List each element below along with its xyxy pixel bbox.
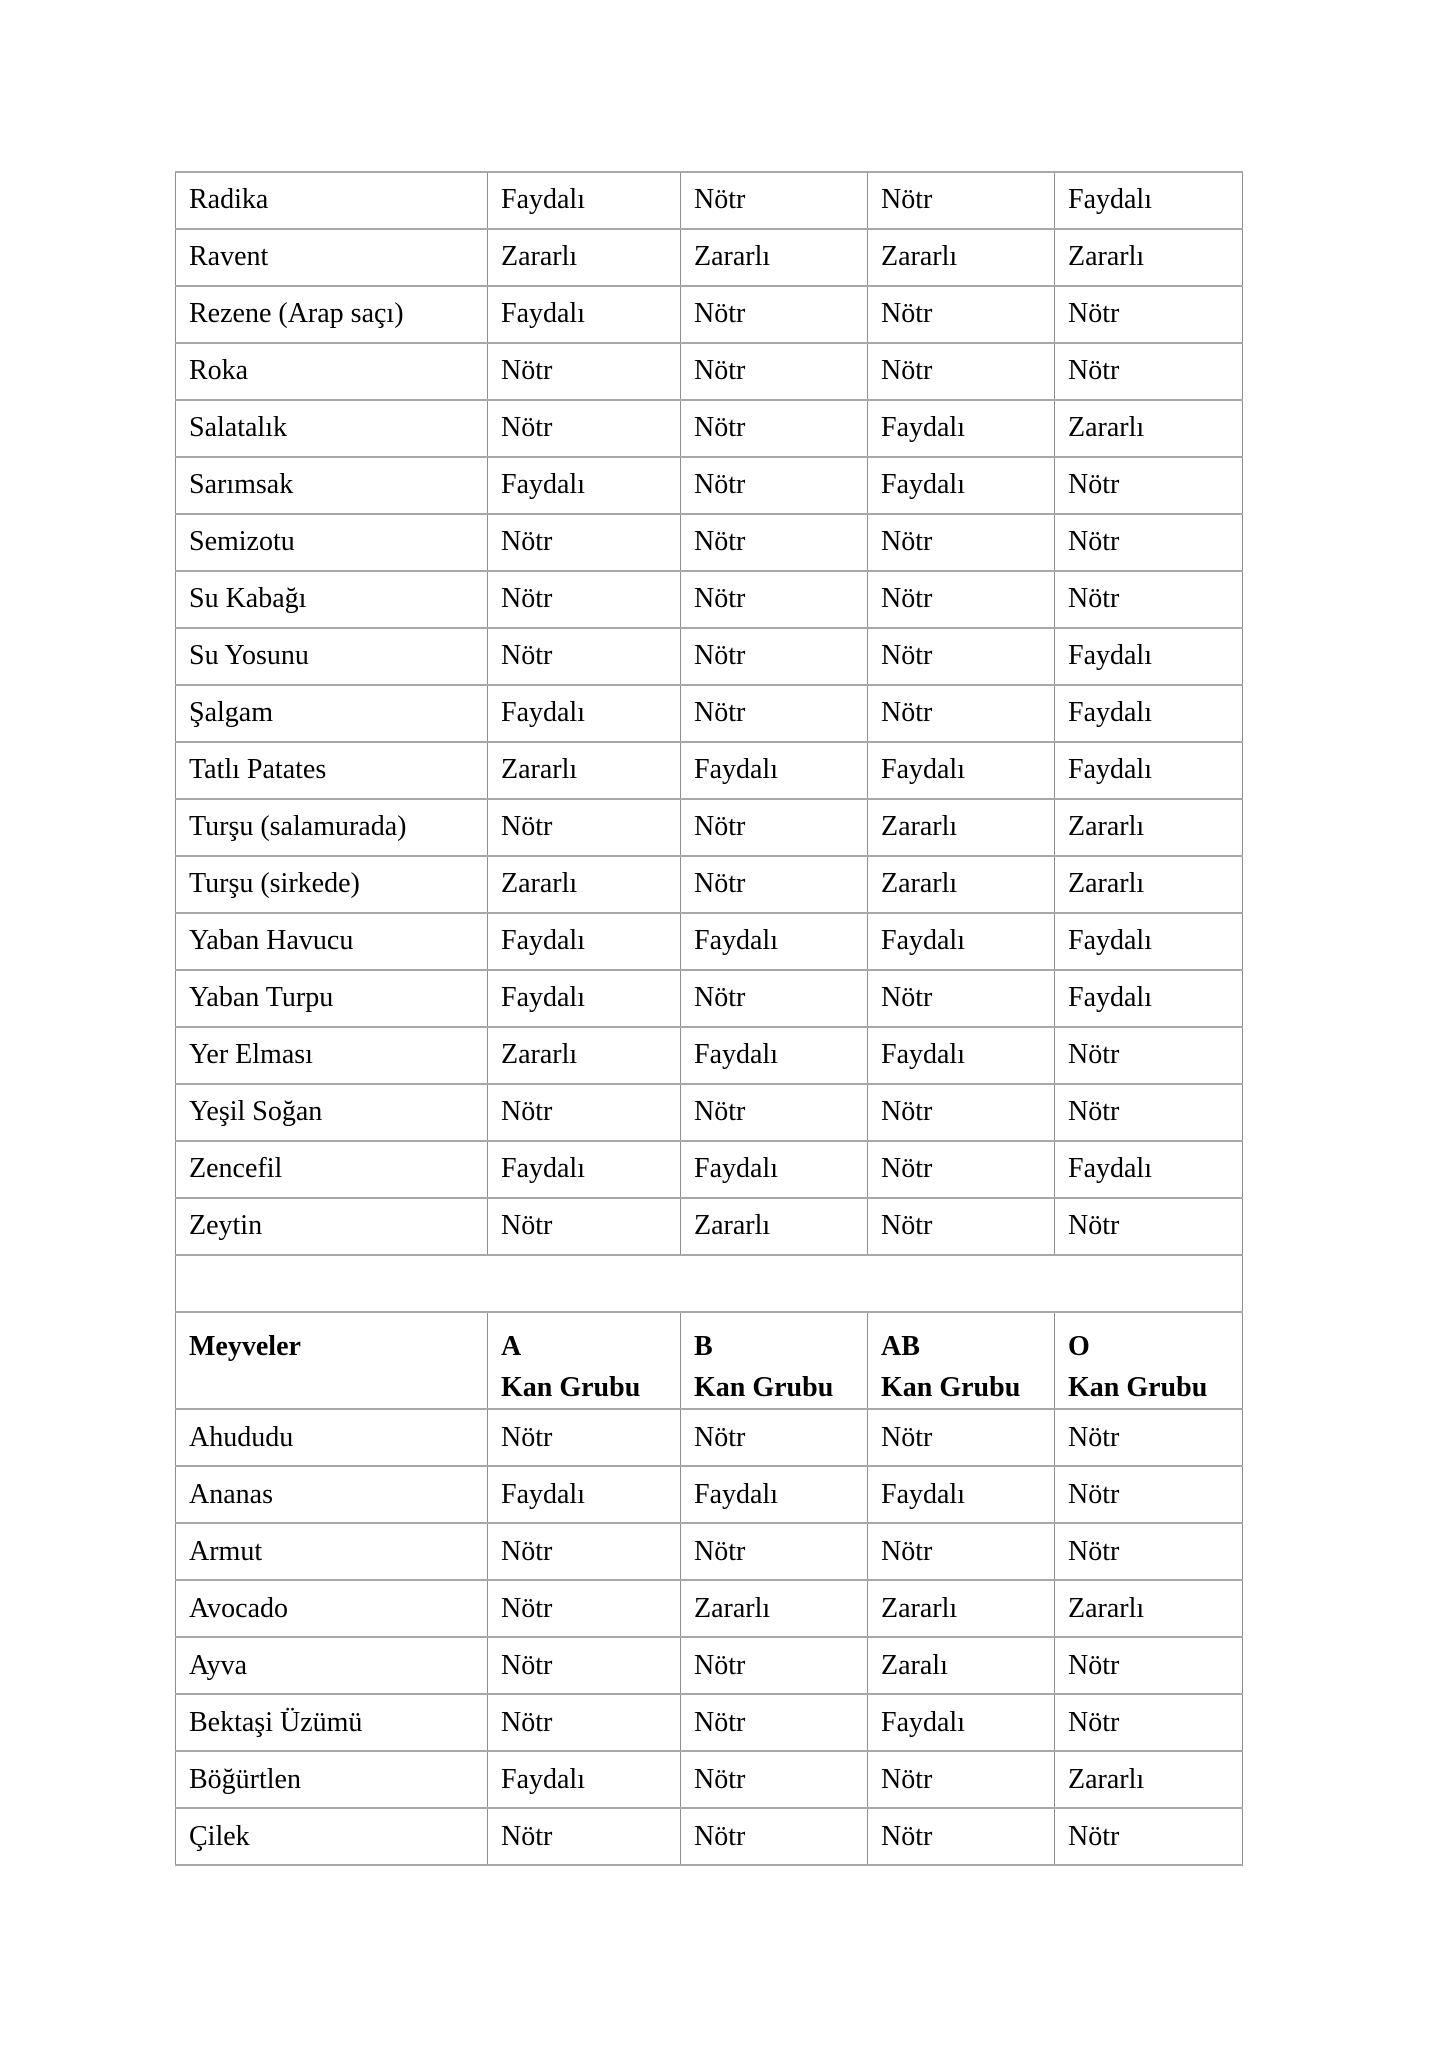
food-name-cell: Rezene (Arap saçı) (176, 286, 488, 343)
food-name-cell: Sarımsak (176, 457, 488, 514)
blood-group-value-cell: Nötr (681, 514, 868, 571)
blood-group-value-cell: Nötr (488, 571, 681, 628)
header-line: AB (881, 1331, 920, 1362)
table-row (176, 1466, 1243, 1523)
spacer-cell (176, 1255, 1243, 1312)
blood-group-value-cell: Nötr (1055, 1027, 1243, 1084)
table-row (176, 685, 1243, 742)
food-name-cell: Turşu (salamurada) (176, 799, 488, 856)
blood-group-value-cell: Nötr (868, 1198, 1055, 1255)
food-name-cell: Semizotu (176, 514, 488, 571)
blood-group-value-cell: Nötr (868, 286, 1055, 343)
blood-group-value-cell: Nötr (868, 514, 1055, 571)
food-name-cell: Böğürtlen (176, 1751, 488, 1808)
food-name-cell: Radika (176, 172, 488, 229)
food-name-cell: Roka (176, 343, 488, 400)
blood-group-value-cell: Faydalı (488, 1466, 681, 1523)
blood-group-value-cell: Nötr (868, 343, 1055, 400)
blood-group-value-cell: Faydalı (1055, 742, 1243, 799)
blood-group-value-cell: Faydalı (488, 286, 681, 343)
table-row (176, 1198, 1243, 1255)
header-line: A (501, 1331, 522, 1362)
blood-group-value-cell: Faydalı (1055, 685, 1243, 742)
food-name-cell: Çilek (176, 1808, 488, 1865)
blood-group-value-cell: Zararlı (488, 229, 681, 286)
table-row (176, 799, 1243, 856)
blood-group-value-cell: Nötr (681, 1523, 868, 1580)
food-name-cell: Tatlı Patates (176, 742, 488, 799)
blood-group-value-cell: Zararlı (1055, 799, 1243, 856)
header-line: Kan Grubu (501, 1371, 641, 1403)
food-name-cell: Ravent (176, 229, 488, 286)
blood-group-value-cell: Nötr (1055, 514, 1243, 571)
blood-group-value-cell: Faydalı (488, 1751, 681, 1808)
table-row (176, 400, 1243, 457)
header-line: Kan Grubu (1068, 1371, 1208, 1403)
blood-group-column-header-cell (681, 1312, 868, 1409)
blood-group-value-cell: Zararlı (1055, 400, 1243, 457)
blood-group-value-cell: Nötr (488, 1694, 681, 1751)
table-row (176, 286, 1243, 343)
blood-group-value-cell: Faydalı (868, 742, 1055, 799)
blood-group-value-cell: Faydalı (1055, 172, 1243, 229)
blood-group-value-cell: Nötr (1055, 286, 1243, 343)
blood-group-value-cell: Nötr (681, 970, 868, 1027)
blood-group-value-cell: Nötr (681, 400, 868, 457)
food-name-cell: Yaban Turpu (176, 970, 488, 1027)
blood-group-value-cell: Nötr (1055, 1523, 1243, 1580)
food-name-cell: Yaban Havucu (176, 913, 488, 970)
blood-group-value-cell: Faydalı (681, 913, 868, 970)
spacer-row (176, 1255, 1243, 1312)
blood-type-food-table (175, 171, 1243, 1866)
blood-group-value-cell: Faydalı (488, 685, 681, 742)
table-row (176, 571, 1243, 628)
food-name-cell: Salatalık (176, 400, 488, 457)
table-row (176, 1637, 1243, 1694)
blood-group-value-cell: Faydalı (868, 400, 1055, 457)
table-row (176, 229, 1243, 286)
blood-group-value-cell: Nötr (868, 1523, 1055, 1580)
food-name-cell: Turşu (sirkede) (176, 856, 488, 913)
blood-group-value-cell: Nötr (681, 1694, 868, 1751)
table-row (176, 628, 1243, 685)
blood-group-value-cell: Nötr (681, 286, 868, 343)
blood-group-value-cell: Faydalı (488, 457, 681, 514)
blood-group-value-cell: Zararlı (1055, 1580, 1243, 1637)
blood-group-value-cell: Nötr (868, 1751, 1055, 1808)
table-row (176, 856, 1243, 913)
table-row (176, 742, 1243, 799)
table-row (176, 1580, 1243, 1637)
food-name-cell: Armut (176, 1523, 488, 1580)
blood-group-value-cell: Faydalı (868, 913, 1055, 970)
blood-group-value-cell: Zararlı (1055, 229, 1243, 286)
blood-group-value-cell: Faydalı (488, 172, 681, 229)
table-row (176, 1808, 1243, 1865)
blood-group-value-cell: Nötr (868, 628, 1055, 685)
blood-group-value-cell: Faydalı (1055, 1141, 1243, 1198)
blood-group-value-cell: Nötr (868, 1084, 1055, 1141)
blood-group-value-cell: Nötr (681, 343, 868, 400)
blood-group-column-header-cell (1055, 1312, 1243, 1409)
blood-group-value-cell: Faydalı (681, 1141, 868, 1198)
blood-group-value-cell: Nötr (681, 628, 868, 685)
blood-group-value-cell: Faydalı (681, 1466, 868, 1523)
blood-group-value-cell: Faydalı (1055, 970, 1243, 1027)
header-line: Kan Grubu (881, 1371, 1021, 1403)
blood-group-value-cell: Nötr (1055, 1466, 1243, 1523)
blood-group-value-cell: Nötr (681, 457, 868, 514)
blood-group-value-cell: Nötr (868, 1808, 1055, 1865)
header-line: B (694, 1331, 713, 1362)
blood-group-value-cell: Faydalı (868, 457, 1055, 514)
blood-group-value-cell: Zararlı (1055, 1751, 1243, 1808)
table-row (176, 172, 1243, 229)
blood-group-value-cell: Nötr (868, 970, 1055, 1027)
food-name-cell: Su Yosunu (176, 628, 488, 685)
blood-group-value-cell: Nötr (681, 1409, 868, 1466)
blood-group-value-cell: Nötr (488, 1084, 681, 1141)
blood-group-value-cell: Nötr (681, 571, 868, 628)
table-row (176, 1751, 1243, 1808)
blood-group-value-cell: Nötr (488, 628, 681, 685)
blood-group-value-cell: Nötr (488, 1409, 681, 1466)
blood-group-value-cell: Nötr (488, 400, 681, 457)
blood-group-value-cell: Nötr (1055, 343, 1243, 400)
food-name-cell: Ahududu (176, 1409, 488, 1466)
blood-group-value-cell: Nötr (868, 685, 1055, 742)
table-row (176, 1409, 1243, 1466)
blood-group-value-cell: Zararlı (868, 799, 1055, 856)
header-line: O (1068, 1331, 1090, 1362)
blood-group-value-cell: Zararlı (681, 1580, 868, 1637)
blood-group-value-cell: Nötr (1055, 1694, 1243, 1751)
blood-group-value-cell: Zararlı (488, 742, 681, 799)
blood-group-value-cell: Nötr (868, 1409, 1055, 1466)
blood-group-value-cell: Zararlı (868, 229, 1055, 286)
table-row (176, 1084, 1243, 1141)
blood-group-value-cell: Nötr (868, 1141, 1055, 1198)
blood-group-value-cell: Nötr (1055, 1409, 1243, 1466)
blood-group-value-cell: Zaralı (868, 1637, 1055, 1694)
blood-group-value-cell: Faydalı (681, 1027, 868, 1084)
blood-group-value-cell: Nötr (1055, 1198, 1243, 1255)
blood-group-value-cell: Nötr (681, 1808, 868, 1865)
blood-group-value-cell: Zararlı (681, 1198, 868, 1255)
food-name-cell: Şalgam (176, 685, 488, 742)
header-line: Meyveler (189, 1331, 301, 1362)
blood-group-value-cell: Nötr (488, 1580, 681, 1637)
blood-group-value-cell: Zararlı (488, 856, 681, 913)
header-line: Kan Grubu (694, 1371, 834, 1403)
table-row (176, 1141, 1243, 1198)
blood-group-value-cell: Nötr (1055, 571, 1243, 628)
fruits-section-title-cell (176, 1312, 488, 1409)
food-name-cell: Su Kabağı (176, 571, 488, 628)
food-name-cell: Bektaşi Üzümü (176, 1694, 488, 1751)
blood-group-value-cell: Faydalı (1055, 628, 1243, 685)
blood-group-value-cell: Zararlı (681, 229, 868, 286)
blood-group-value-cell: Faydalı (488, 913, 681, 970)
blood-group-value-cell: Nötr (681, 856, 868, 913)
blood-group-value-cell: Nötr (1055, 1084, 1243, 1141)
fruits-header-row (176, 1312, 1243, 1409)
blood-group-value-cell: Faydalı (868, 1466, 1055, 1523)
table-row (176, 1027, 1243, 1084)
table-row (176, 913, 1243, 970)
blood-group-value-cell: Nötr (681, 685, 868, 742)
blood-group-value-cell: Nötr (488, 514, 681, 571)
food-name-cell: Ananas (176, 1466, 488, 1523)
table-row (176, 1694, 1243, 1751)
blood-group-value-cell: Nötr (488, 1198, 681, 1255)
table-row (176, 970, 1243, 1027)
table-row (176, 1523, 1243, 1580)
food-name-cell: Zeytin (176, 1198, 488, 1255)
blood-group-value-cell: Nötr (488, 1637, 681, 1694)
blood-group-column-header-cell (488, 1312, 681, 1409)
blood-group-value-cell: Nötr (868, 571, 1055, 628)
blood-group-value-cell: Nötr (1055, 1808, 1243, 1865)
blood-group-value-cell: Nötr (681, 1084, 868, 1141)
food-name-cell: Yer Elması (176, 1027, 488, 1084)
blood-group-value-cell: Nötr (681, 1751, 868, 1808)
blood-group-value-cell: Faydalı (488, 1141, 681, 1198)
blood-group-value-cell: Nötr (488, 1523, 681, 1580)
blood-group-value-cell: Zararlı (868, 1580, 1055, 1637)
blood-group-value-cell: Faydalı (488, 970, 681, 1027)
blood-group-value-cell: Nötr (488, 1808, 681, 1865)
blood-group-value-cell: Faydalı (681, 742, 868, 799)
blood-group-value-cell: Nötr (681, 172, 868, 229)
blood-group-value-cell: Zararlı (868, 856, 1055, 913)
food-name-cell: Ayva (176, 1637, 488, 1694)
blood-group-value-cell: Nötr (1055, 457, 1243, 514)
blood-group-value-cell: Zararlı (488, 1027, 681, 1084)
blood-group-value-cell: Nötr (488, 799, 681, 856)
food-name-cell: Yeşil Soğan (176, 1084, 488, 1141)
blood-group-value-cell: Faydalı (868, 1027, 1055, 1084)
food-name-cell: Zencefil (176, 1141, 488, 1198)
blood-group-value-cell: Faydalı (868, 1694, 1055, 1751)
table-row (176, 514, 1243, 571)
blood-group-value-cell: Nötr (868, 172, 1055, 229)
blood-group-column-header-cell (868, 1312, 1055, 1409)
blood-group-value-cell: Zararlı (1055, 856, 1243, 913)
table-row (176, 343, 1243, 400)
blood-group-value-cell: Nötr (1055, 1637, 1243, 1694)
table-row (176, 457, 1243, 514)
blood-group-value-cell: Nötr (681, 1637, 868, 1694)
food-name-cell: Avocado (176, 1580, 488, 1637)
blood-group-value-cell: Nötr (488, 343, 681, 400)
blood-group-value-cell: Faydalı (1055, 913, 1243, 970)
blood-group-value-cell: Nötr (681, 799, 868, 856)
